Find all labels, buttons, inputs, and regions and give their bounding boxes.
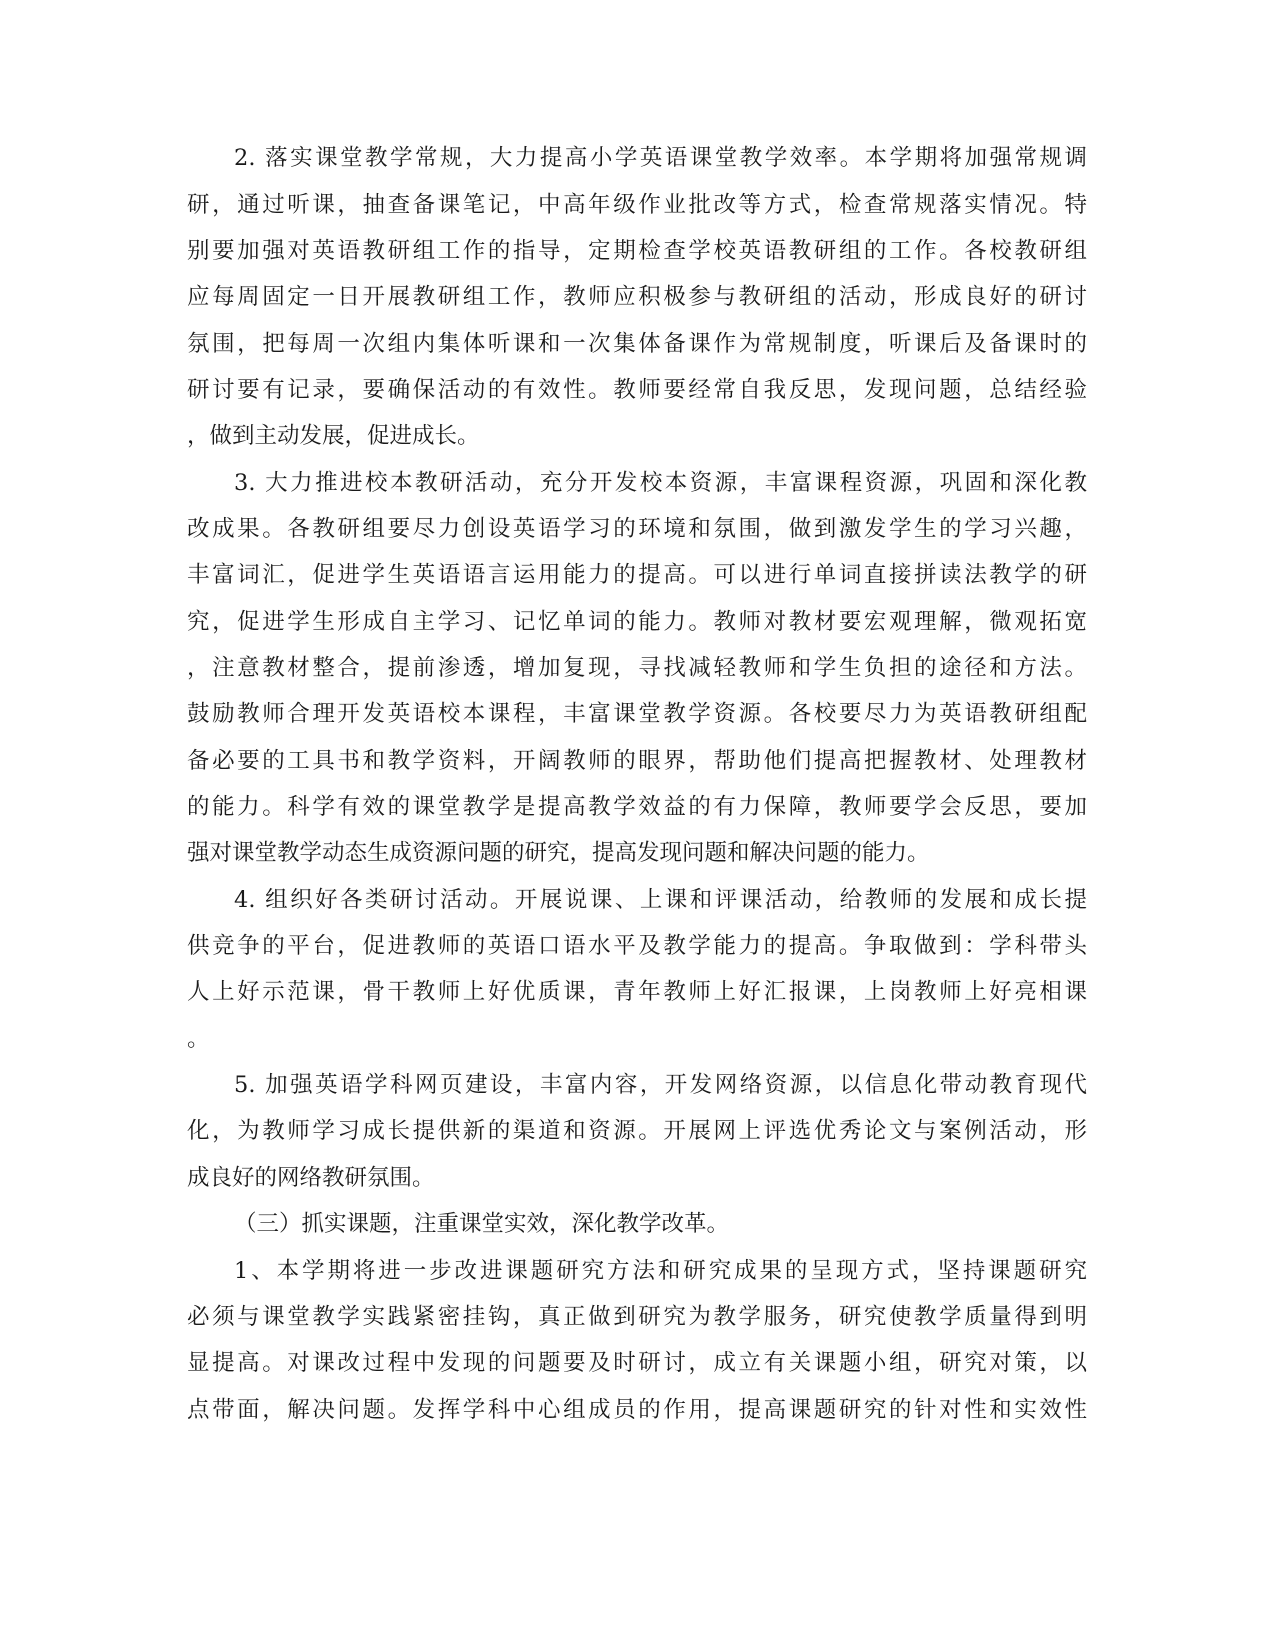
text-line: 改成果。各教研组要尽力创设英语学习的环境和氛围，做到激发学生的学习兴趣， xyxy=(187,516,1087,542)
text-line: ，注意教材整合，提前渗透，增加复现，寻找减轻教师和学生负担的途径和方法。 xyxy=(187,655,1087,681)
text-line: 备必要的工具书和教学资料，开阔教师的眼界，帮助他们提高把握教材、处理教材 xyxy=(187,748,1087,774)
text-line: 的能力。科学有效的课堂教学是提高教学效益的有力保障，教师要学会反思，要加 xyxy=(187,794,1087,820)
text-line: 研，通过听课，抽查备课笔记，中高年级作业批改等方式，检查常规落实情况。特 xyxy=(187,192,1087,218)
text-line: 氛围，把每周一次组内集体听课和一次集体备课作为常规制度，听课后及备课时的 xyxy=(187,331,1087,357)
text-line: 别要加强对英语教研组工作的指导，定期检查学校英语教研组的工作。各校教研组 xyxy=(187,238,1087,264)
text-line: 强对课堂教学动态生成资源问题的研究，提高发现问题和解决问题的能力。 xyxy=(187,840,930,866)
text-line: 点带面，解决问题。发挥学科中心组成员的作用，提高课题研究的针对性和实效性 xyxy=(187,1397,1087,1423)
text-line: 显提高。对课改过程中发现的问题要及时研讨，成立有关课题小组，研究对策，以 xyxy=(187,1350,1087,1376)
section-heading: （三）抓实课题，注重课堂实效，深化教学改革。 xyxy=(234,1211,730,1237)
text-line: 供竞争的平台，促进教师的英语口语水平及教学能力的提高。争取做到：学科带头 xyxy=(187,933,1087,959)
text-line: ，做到主动发展，促进成长。 xyxy=(187,423,480,449)
text-line: 成良好的网络教研氛围。 xyxy=(187,1165,435,1191)
text-line: 必须与课堂教学实践紧密挂钩，真正做到研究为教学服务，研究使教学质量得到明 xyxy=(187,1304,1087,1330)
text-line: 。 xyxy=(187,1026,210,1052)
text-line: 应每周固定一日开展教研组工作，教师应积极参与教研组的活动，形成良好的研讨 xyxy=(187,284,1087,310)
text-line: 3. 大力推进校本教研活动，充分开发校本资源，丰富课程资源，巩固和深化教 xyxy=(234,470,1087,496)
text-line: 研讨要有记录，要确保活动的有效性。教师要经常自我反思，发现问题，总结经验 xyxy=(187,377,1087,403)
text-line: 丰富词汇，促进学生英语语言运用能力的提高。可以进行单词直接拼读法教学的研 xyxy=(187,562,1087,588)
text-line: 人上好示范课，骨干教师上好优质课，青年教师上好汇报课，上岗教师上好亮相课 xyxy=(187,979,1087,1005)
text-line: 究，促进学生形成自主学习、记忆单词的能力。教师对教材要宏观理解，微观拓宽 xyxy=(187,609,1087,635)
text-line: 1、本学期将进一步改进课题研究方法和研究成果的呈现方式，坚持课题研究 xyxy=(234,1258,1087,1284)
text-line: 化，为教师学习成长提供新的渠道和资源。开展网上评选优秀论文与案例活动，形 xyxy=(187,1118,1087,1144)
text-line: 鼓励教师合理开发英语校本课程，丰富课堂教学资源。各校要尽力为英语教研组配 xyxy=(187,701,1087,727)
text-line: 2. 落实课堂教学常规，大力提高小学英语课堂教学效率。本学期将加强常规调 xyxy=(234,145,1087,171)
text-line: 5. 加强英语学科网页建设，丰富内容，开发网络资源，以信息化带动教育现代 xyxy=(234,1072,1087,1098)
text-line: 4. 组织好各类研讨活动。开展说课、上课和评课活动，给教师的发展和成长提 xyxy=(234,887,1087,913)
